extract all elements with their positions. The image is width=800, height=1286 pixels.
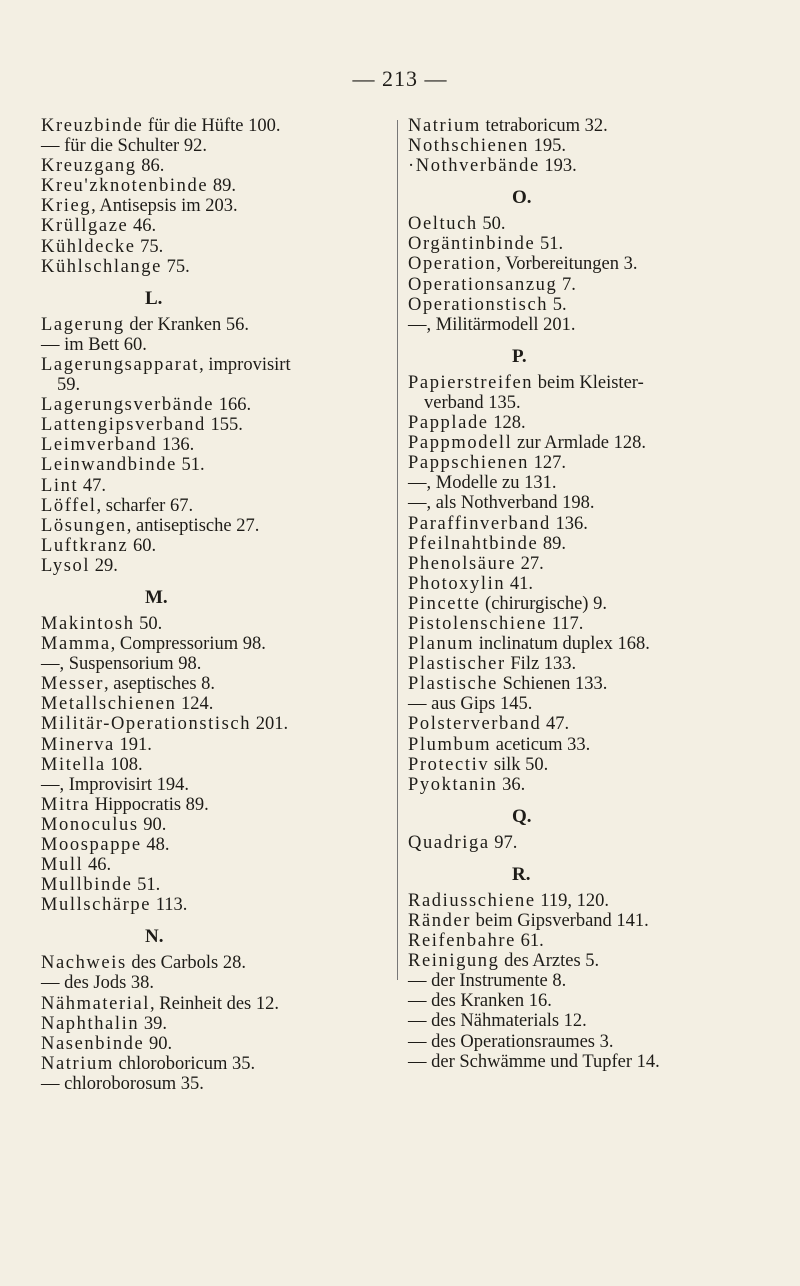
- index-entry: [41, 674, 391, 694]
- index-entry: [41, 714, 391, 734]
- entry-reference: 51.: [132, 875, 161, 896]
- entry-reference: — für die Schulter 92.: [41, 136, 207, 157]
- entry-term: Planum: [408, 634, 475, 655]
- entry-term: Luftkranz: [41, 535, 129, 556]
- entry-reference: (chirurgische) 9.: [480, 593, 607, 614]
- index-entry: [41, 315, 391, 335]
- entry-term: Lagerungsapparat: [41, 354, 200, 375]
- index-entry: [41, 335, 391, 355]
- index-entry: [41, 395, 391, 415]
- entry-term: Mitella: [41, 754, 106, 775]
- index-entry: [408, 136, 788, 156]
- entry-term: Leimverband: [41, 435, 158, 456]
- index-entry: [41, 1074, 391, 1094]
- index-entry: [408, 373, 788, 393]
- index-entry: [41, 1054, 391, 1074]
- entry-reference: 166.: [214, 395, 252, 416]
- entry-reference: chloroboricum 35.: [113, 1053, 256, 1074]
- entry-reference: 113.: [151, 895, 188, 916]
- entry-term: Oeltuch: [408, 214, 478, 235]
- index-entry: [408, 214, 788, 234]
- entry-reference: 36.: [497, 774, 526, 795]
- index-entry: [41, 614, 391, 634]
- entry-reference: Filz 133.: [505, 654, 577, 675]
- entry-term: Krieg: [41, 196, 92, 217]
- entry-term: Pistolenschiene: [408, 613, 548, 634]
- index-entry: [41, 795, 391, 815]
- entry-reference: — der Schwämme und Tupfer 14.: [408, 1051, 660, 1072]
- entry-reference: , scharfer 67.: [96, 495, 194, 516]
- entry-reference: —, Suspensorium 98.: [41, 654, 202, 675]
- entry-term: Operationsanzug: [408, 274, 558, 295]
- index-entry: [408, 514, 788, 534]
- entry-reference: 193.: [539, 156, 577, 177]
- index-entry: [41, 455, 391, 475]
- index-entry: [408, 833, 788, 853]
- section-heading: O.: [512, 187, 532, 209]
- entry-term: Kreu'zknotenbinde: [41, 176, 209, 197]
- entry-term: Mitra: [41, 794, 91, 815]
- entry-reference: 39.: [139, 1013, 167, 1034]
- entry-reference: 27.: [516, 553, 544, 574]
- entry-term: Nothschienen: [408, 136, 529, 157]
- entry-term: Minerva: [41, 734, 115, 755]
- entry-term: Pincette: [408, 593, 481, 614]
- entry-reference: 155.: [205, 415, 243, 436]
- entry-reference: — chloroborosum 35.: [41, 1073, 204, 1094]
- entry-reference: 46.: [128, 216, 157, 237]
- entry-reference: — des Nähmaterials 12.: [408, 1011, 587, 1032]
- entry-term: Messer: [41, 674, 105, 695]
- entry-term: Kreuzgang: [41, 156, 137, 177]
- entry-term: Monoculus: [41, 814, 139, 835]
- index-entry: [41, 815, 391, 835]
- index-entry: [41, 516, 391, 536]
- entry-term: Krüllgaze: [41, 216, 129, 237]
- entry-reference: 47.: [78, 475, 106, 496]
- entry-reference: 124.: [176, 694, 214, 715]
- index-entry: [408, 634, 788, 654]
- index-entry: [41, 257, 391, 277]
- index-column-right: [408, 116, 788, 1072]
- index-entry: [41, 895, 391, 915]
- entry-term: Nähmaterial: [41, 993, 151, 1014]
- entry-reference: beim Kleister-: [533, 372, 644, 393]
- index-entry: [41, 196, 391, 216]
- entry-term: Plastischer: [408, 654, 506, 675]
- index-entry: [41, 556, 391, 576]
- index-entry: [41, 953, 391, 973]
- entry-reference: —, Improvisirt 194.: [41, 774, 189, 795]
- entry-term: Pappschienen: [408, 453, 529, 474]
- index-entry: [408, 295, 788, 315]
- index-entry: [408, 614, 788, 634]
- index-entry: [408, 413, 788, 433]
- entry-reference: 50.: [134, 613, 163, 634]
- index-entry: [41, 237, 391, 257]
- entry-reference: 50.: [477, 214, 506, 235]
- entry-term: Polsterverband: [408, 714, 542, 735]
- entry-reference: aceticum 33.: [491, 734, 591, 755]
- entry-reference: , Antisepsis im 203.: [91, 196, 238, 217]
- entry-reference: 41.: [505, 573, 533, 594]
- entry-term: Photoxylin: [408, 573, 506, 594]
- index-column-left: [41, 116, 391, 1094]
- entry-reference: 117.: [547, 613, 584, 634]
- entry-reference: 51.: [535, 234, 564, 255]
- index-entry: [41, 116, 391, 136]
- entry-reference: 60.: [128, 535, 157, 556]
- index-entry: [41, 476, 391, 496]
- entry-reference: — im Bett 60.: [41, 334, 147, 355]
- entry-reference: 201.: [251, 714, 289, 735]
- index-entry: [41, 415, 391, 435]
- entry-reference: 90.: [138, 814, 167, 835]
- entry-term: Protectiv: [408, 754, 490, 775]
- entry-term: Plastische: [408, 674, 498, 695]
- index-entry: [41, 355, 391, 375]
- entry-reference: 108.: [105, 754, 143, 775]
- index-entry: [408, 433, 788, 453]
- index-entry: [408, 951, 788, 971]
- entry-term: Natrium: [41, 1053, 114, 1074]
- entry-reference: — des Kranken 16.: [408, 991, 552, 1012]
- index-entry: [408, 116, 788, 136]
- entry-reference: 51.: [176, 455, 205, 476]
- entry-reference: silk 50.: [489, 754, 549, 775]
- entry-reference: —, Modelle zu 131.: [408, 473, 557, 494]
- index-entry: [408, 594, 788, 614]
- index-entry: [408, 714, 788, 734]
- index-entry: [41, 136, 391, 156]
- entry-term: Leinwandbinde: [41, 455, 177, 476]
- entry-reference: , Reinheit des 12.: [150, 993, 279, 1014]
- index-entry: [408, 1032, 788, 1052]
- entry-reference: 75.: [161, 256, 190, 277]
- index-entry: [408, 574, 788, 594]
- index-entry: [41, 375, 391, 395]
- index-entry: [41, 855, 391, 875]
- entry-reference: 128.: [488, 413, 526, 434]
- index-entry: [41, 973, 391, 993]
- entry-reference: 86.: [136, 156, 165, 177]
- entry-term: Paraffinverband: [408, 513, 551, 534]
- entry-reference: für die Hüfte 100.: [143, 116, 281, 136]
- index-entry: [408, 234, 788, 254]
- index-entry: [408, 674, 788, 694]
- entry-reference: —, als Nothverband 198.: [408, 493, 595, 514]
- entry-reference: 195.: [528, 136, 566, 157]
- entry-reference: — des Jods 38.: [41, 973, 155, 994]
- index-entry: [408, 1052, 788, 1072]
- entry-reference: , Compressorium 98.: [110, 634, 266, 655]
- section-heading: L.: [145, 287, 163, 309]
- entry-term: Mullschärpe: [41, 895, 152, 916]
- index-entry: [41, 176, 391, 196]
- entry-term: Makintosh: [41, 613, 135, 634]
- entry-term: Löffel: [41, 495, 97, 516]
- entry-reference: — der Instrumente 8.: [408, 971, 567, 992]
- index-entry: [408, 315, 788, 335]
- entry-term: Moospappe: [41, 835, 142, 855]
- entry-term: ·Nothverbände: [408, 156, 540, 177]
- entry-reference: 127.: [528, 453, 566, 474]
- entry-reference: 89.: [538, 533, 567, 554]
- entry-term: Kühldecke: [41, 236, 136, 257]
- entry-reference: , Vorbereitungen 3.: [496, 254, 638, 275]
- entry-term: Kreuzbinde: [41, 116, 144, 136]
- index-entry: [41, 755, 391, 775]
- section-heading: Q.: [512, 805, 532, 827]
- index-entry: [41, 1034, 391, 1054]
- entry-reference: 46.: [83, 855, 112, 876]
- index-entry: [41, 435, 391, 455]
- entry-reference: , aseptisches 8.: [104, 674, 216, 695]
- index-entry: [41, 216, 391, 236]
- entry-reference: 59.: [57, 375, 81, 396]
- index-entry: [41, 156, 391, 176]
- index-entry: [408, 775, 788, 795]
- index-entry: [408, 254, 788, 274]
- index-entry: [408, 534, 788, 554]
- entry-term: Lattengipsverband: [41, 415, 206, 436]
- entry-reference: der Kranken 56.: [124, 314, 250, 335]
- entry-term: Nasenbinde: [41, 1033, 145, 1054]
- entry-term: Naphthalin: [41, 1013, 140, 1034]
- column-divider: [397, 120, 398, 980]
- entry-reference: 29.: [90, 555, 118, 576]
- entry-term: Papplade: [408, 413, 489, 434]
- entry-term: Papierstreifen: [408, 372, 534, 393]
- entry-reference: 75.: [135, 236, 164, 257]
- index-entry: [41, 496, 391, 516]
- index-entry: [408, 971, 788, 991]
- section-heading: M.: [145, 586, 168, 608]
- entry-term: Lagerungsverbände: [41, 395, 215, 416]
- entry-term: Quadriga: [408, 832, 490, 853]
- entry-reference: 136.: [157, 435, 195, 456]
- index-entry: [408, 393, 788, 413]
- entry-reference: 191.: [114, 734, 152, 755]
- entry-reference: 119, 120.: [535, 890, 609, 911]
- entry-term: Lösungen: [41, 515, 127, 536]
- index-entry: [408, 275, 788, 295]
- index-entry: [408, 891, 788, 911]
- index-entry: [408, 654, 788, 674]
- index-entry: [408, 911, 788, 931]
- entry-reference: , antiseptische 27.: [126, 515, 260, 536]
- index-entry: [41, 775, 391, 795]
- section-heading: R.: [512, 863, 531, 885]
- entry-term: Pyoktanin: [408, 774, 498, 795]
- entry-term: Reinigung: [408, 951, 500, 972]
- index-entry: [41, 536, 391, 556]
- index-entry: [408, 493, 788, 513]
- entry-reference: 61.: [516, 931, 544, 952]
- entry-reference: verband 135.: [424, 392, 521, 413]
- entry-term: Phenolsäure: [408, 553, 517, 574]
- entry-term: Kühlschlange: [41, 256, 162, 277]
- index-entry: [408, 554, 788, 574]
- entry-term: Nachweis: [41, 953, 127, 974]
- entry-reference: —, Militärmodell 201.: [408, 314, 576, 335]
- index-entry: [408, 156, 788, 176]
- entry-reference: 89.: [208, 176, 236, 197]
- entry-term: Mamma: [41, 634, 111, 655]
- index-entry: [41, 694, 391, 714]
- entry-term: Militär-Operationstisch: [41, 714, 252, 735]
- entry-term: Reifenbahre: [408, 931, 516, 952]
- entry-reference: inclinatum duplex 168.: [474, 634, 650, 655]
- entry-reference: 48.: [141, 835, 170, 855]
- entry-term: Pappmodell: [408, 433, 513, 454]
- entry-reference: des Arztes 5.: [499, 951, 600, 972]
- index-entry: [408, 735, 788, 755]
- entry-term: Operationstisch: [408, 294, 549, 315]
- entry-reference: 136.: [550, 513, 588, 534]
- entry-reference: 7.: [557, 274, 576, 295]
- index-entry: [41, 994, 391, 1014]
- index-entry: [408, 453, 788, 473]
- section-heading: N.: [145, 926, 164, 948]
- entry-reference: 97.: [489, 832, 518, 853]
- entry-term: Lagerung: [41, 314, 125, 335]
- entry-reference: 90.: [144, 1033, 173, 1054]
- index-entry: [41, 654, 391, 674]
- index-entry: [41, 835, 391, 855]
- entry-term: Mull: [41, 855, 84, 876]
- entry-term: Ränder: [408, 911, 472, 931]
- section-heading: P.: [512, 345, 527, 367]
- entry-term: Orgäntinbinde: [408, 234, 536, 255]
- entry-term: Natrium: [408, 116, 481, 136]
- entry-reference: Schienen 133.: [498, 674, 608, 695]
- entry-reference: beim Gipsverband 141.: [471, 911, 649, 931]
- index-entry: [41, 1014, 391, 1034]
- entry-reference: 47.: [541, 714, 570, 735]
- entry-term: Radiusschiene: [408, 890, 536, 911]
- entry-reference: Hippocratis 89.: [90, 794, 209, 815]
- index-entry: [41, 634, 391, 654]
- entry-term: Plumbum: [408, 734, 492, 755]
- entry-reference: — des Operationsraumes 3.: [408, 1031, 614, 1052]
- entry-term: Operation: [408, 254, 497, 275]
- index-entry: [408, 755, 788, 775]
- index-entry: [408, 694, 788, 714]
- entry-term: Mullbinde: [41, 875, 133, 896]
- entry-reference: , improvisirt: [199, 354, 291, 375]
- index-entry: [408, 931, 788, 951]
- index-entry: [408, 991, 788, 1011]
- page-number: — 213 —: [352, 66, 448, 91]
- index-entry: [41, 875, 391, 895]
- index-entry: [408, 473, 788, 493]
- entry-reference: tetraboricum 32.: [480, 116, 608, 136]
- entry-term: Lint: [41, 475, 79, 496]
- entry-term: Metallschienen: [41, 694, 177, 715]
- entry-term: Pfeilnahtbinde: [408, 533, 539, 554]
- index-entry: [408, 1011, 788, 1031]
- entry-reference: des Carbols 28.: [126, 953, 246, 974]
- entry-reference: — aus Gips 145.: [408, 694, 533, 715]
- entry-reference: 5.: [548, 294, 567, 315]
- entry-term: Lysol: [41, 555, 91, 576]
- entry-reference: zur Armlade 128.: [512, 433, 646, 454]
- index-entry: [41, 735, 391, 755]
